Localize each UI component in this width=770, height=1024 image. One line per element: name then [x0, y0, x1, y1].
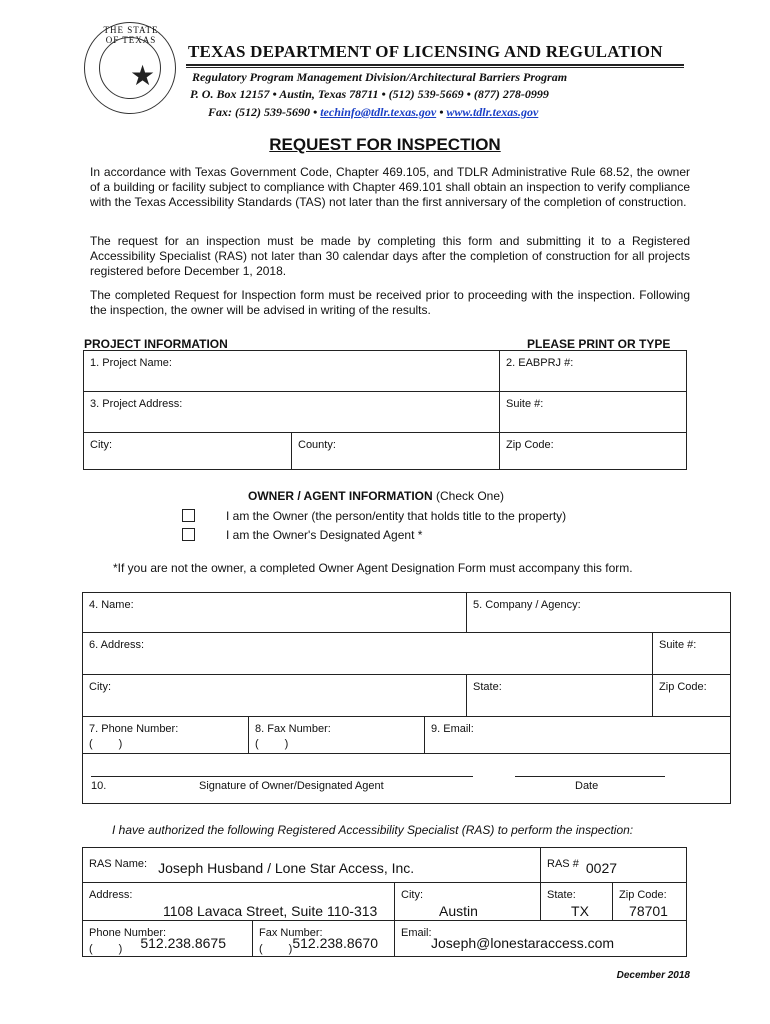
owner-city-field[interactable]: City: [83, 675, 467, 717]
owner-section-heading: OWNER / AGENT INFORMATION (Check One) [248, 489, 505, 503]
ras-intro: I have authorized the following Registered Accessibility Specialist (RAS) to perform the inspection: [112, 823, 634, 837]
ras-address-value: 1108 Lavaca Street, Suite 110-313 [163, 903, 378, 919]
ras-table [82, 847, 687, 957]
owner-checkbox[interactable] [182, 509, 195, 522]
owner-email-field[interactable]: 9. Email: [425, 717, 731, 754]
ras-number-field[interactable]: RAS # 0027 [541, 848, 687, 883]
agent-option-label: I am the Owner's Designated Agent * [226, 528, 423, 542]
ras-state-field[interactable]: State: TX [541, 883, 613, 921]
ras-name-value: Joseph Husband / Lone Star Access, Inc. [158, 860, 415, 876]
project-table [83, 350, 687, 470]
project-name-field[interactable]: 1. Project Name: [84, 351, 500, 392]
ras-phone-value: 512.238.8675 [140, 935, 226, 951]
project-county-field[interactable]: County: [292, 433, 500, 470]
division-line: Regulatory Program Management Division/Architectural Barriers Program [192, 70, 568, 84]
state-seal [84, 22, 176, 114]
owner-zip-field[interactable]: Zip Code: [653, 675, 731, 717]
header-rule-thin [186, 67, 684, 68]
document-title: REQUEST FOR INSPECTION [269, 135, 501, 154]
seal-text: THE STATE OF TEXAS [103, 25, 159, 45]
owner-option-label: I am the Owner (the person/entity that holds title to the property) [226, 509, 567, 523]
email-link[interactable]: techinfo@tdlr.texas.gov [320, 105, 437, 119]
project-city-field[interactable]: City: [84, 433, 292, 470]
agent-checkbox[interactable] [182, 528, 195, 541]
star-icon: ★ [130, 60, 156, 91]
seal-inner-ring [99, 37, 161, 99]
project-address-field[interactable]: 3. Project Address: [84, 392, 500, 433]
signature-line [91, 776, 473, 777]
print-note: PLEASE PRINT OR TYPE [527, 337, 671, 351]
ras-fax-field[interactable]: Fax Number: ( )512.238.8670 [253, 921, 395, 957]
header-rule [186, 64, 684, 66]
paragraph-3: The completed Request for Inspection form must be received prior to proceeding with the inspection. Following the inspection, the owner will be advised in writing of the results. [90, 288, 690, 317]
separator: • [439, 105, 444, 119]
owner-phone-field[interactable]: 7. Phone Number: ( ) [83, 717, 249, 754]
ras-name-field[interactable]: RAS Name: Joseph Husband / Lone Star Access, Inc. [83, 848, 541, 883]
contact-line [208, 105, 538, 120]
signature-number: 10. [91, 780, 107, 792]
ras-city-field[interactable]: City: Austin [395, 883, 541, 921]
date-line [515, 776, 665, 777]
signature-label: Signature of Owner/Designated Agent [199, 780, 384, 792]
ras-email-field[interactable]: Email: Joseph@lonestaraccess.com [395, 921, 687, 957]
paragraph-1: In accordance with Texas Government Code, Chapter 469.105, and TDLR Administrative Rule 68.52, the owner of a building or facility subject to compliance with Chapter 469.101 shall obtain an inspection to verify compliance with the Texas Accessibility Standards (TAS) not later than the first anniversary of the completion of construction. [90, 165, 690, 209]
date-label: Date [575, 780, 599, 792]
ras-zip-field[interactable]: Zip Code: 78701 [613, 883, 687, 921]
paragraph-2: The request for an inspection must be made by completing this form and submitting it to a Registered Accessibility Specialist (RAS) not later than 30 calendar days after the completion of construction for all projects registered before December 1, 2018. [90, 234, 690, 278]
eabprj-field[interactable]: 2. EABPRJ #: [500, 351, 687, 392]
owner-state-field[interactable]: State: [467, 675, 653, 717]
owner-table [82, 592, 731, 804]
owner-address-field[interactable]: 6. Address: [83, 633, 653, 675]
fax-text: Fax: (512) 539-5690 • [208, 105, 318, 119]
owner-fax-field[interactable]: 8. Fax Number: ( ) [249, 717, 425, 754]
agency-title: TEXAS DEPARTMENT OF LICENSING AND REGULATION [188, 42, 663, 61]
owner-name-field[interactable]: 4. Name: [83, 593, 467, 633]
footer-date: December 2018 [616, 970, 690, 981]
ras-address-field[interactable]: Address: 1108 Lavaca Street, Suite 110-313 [83, 883, 395, 921]
ras-fax-value: 512.238.8670 [292, 935, 378, 951]
project-zip-field[interactable]: Zip Code: [500, 433, 687, 470]
owner-company-field[interactable]: 5. Company / Agency: [467, 593, 731, 633]
signature-row[interactable] [83, 754, 731, 804]
website-link[interactable]: www.tdlr.texas.gov [446, 105, 539, 119]
ras-state-value: TX [571, 903, 589, 919]
project-section-label: PROJECT INFORMATION [84, 337, 228, 351]
address-line: P. O. Box 12157 • Austin, Texas 78711 • (512) 539-5669 • (877) 278-0999 [190, 87, 549, 101]
owner-footnote: *If you are not the owner, a completed Owner Agent Designation Form must accompany this form. [113, 561, 633, 575]
ras-city-value: Austin [439, 903, 478, 919]
owner-suite-field[interactable]: Suite #: [653, 633, 731, 675]
ras-zip-value: 78701 [629, 903, 668, 919]
project-suite-field[interactable]: Suite #: [500, 392, 687, 433]
ras-phone-field[interactable]: Phone Number: ( ) 512.238.8675 [83, 921, 253, 957]
ras-number-value: 0027 [585, 860, 618, 876]
ras-email-value: Joseph@lonestaraccess.com [431, 935, 615, 951]
